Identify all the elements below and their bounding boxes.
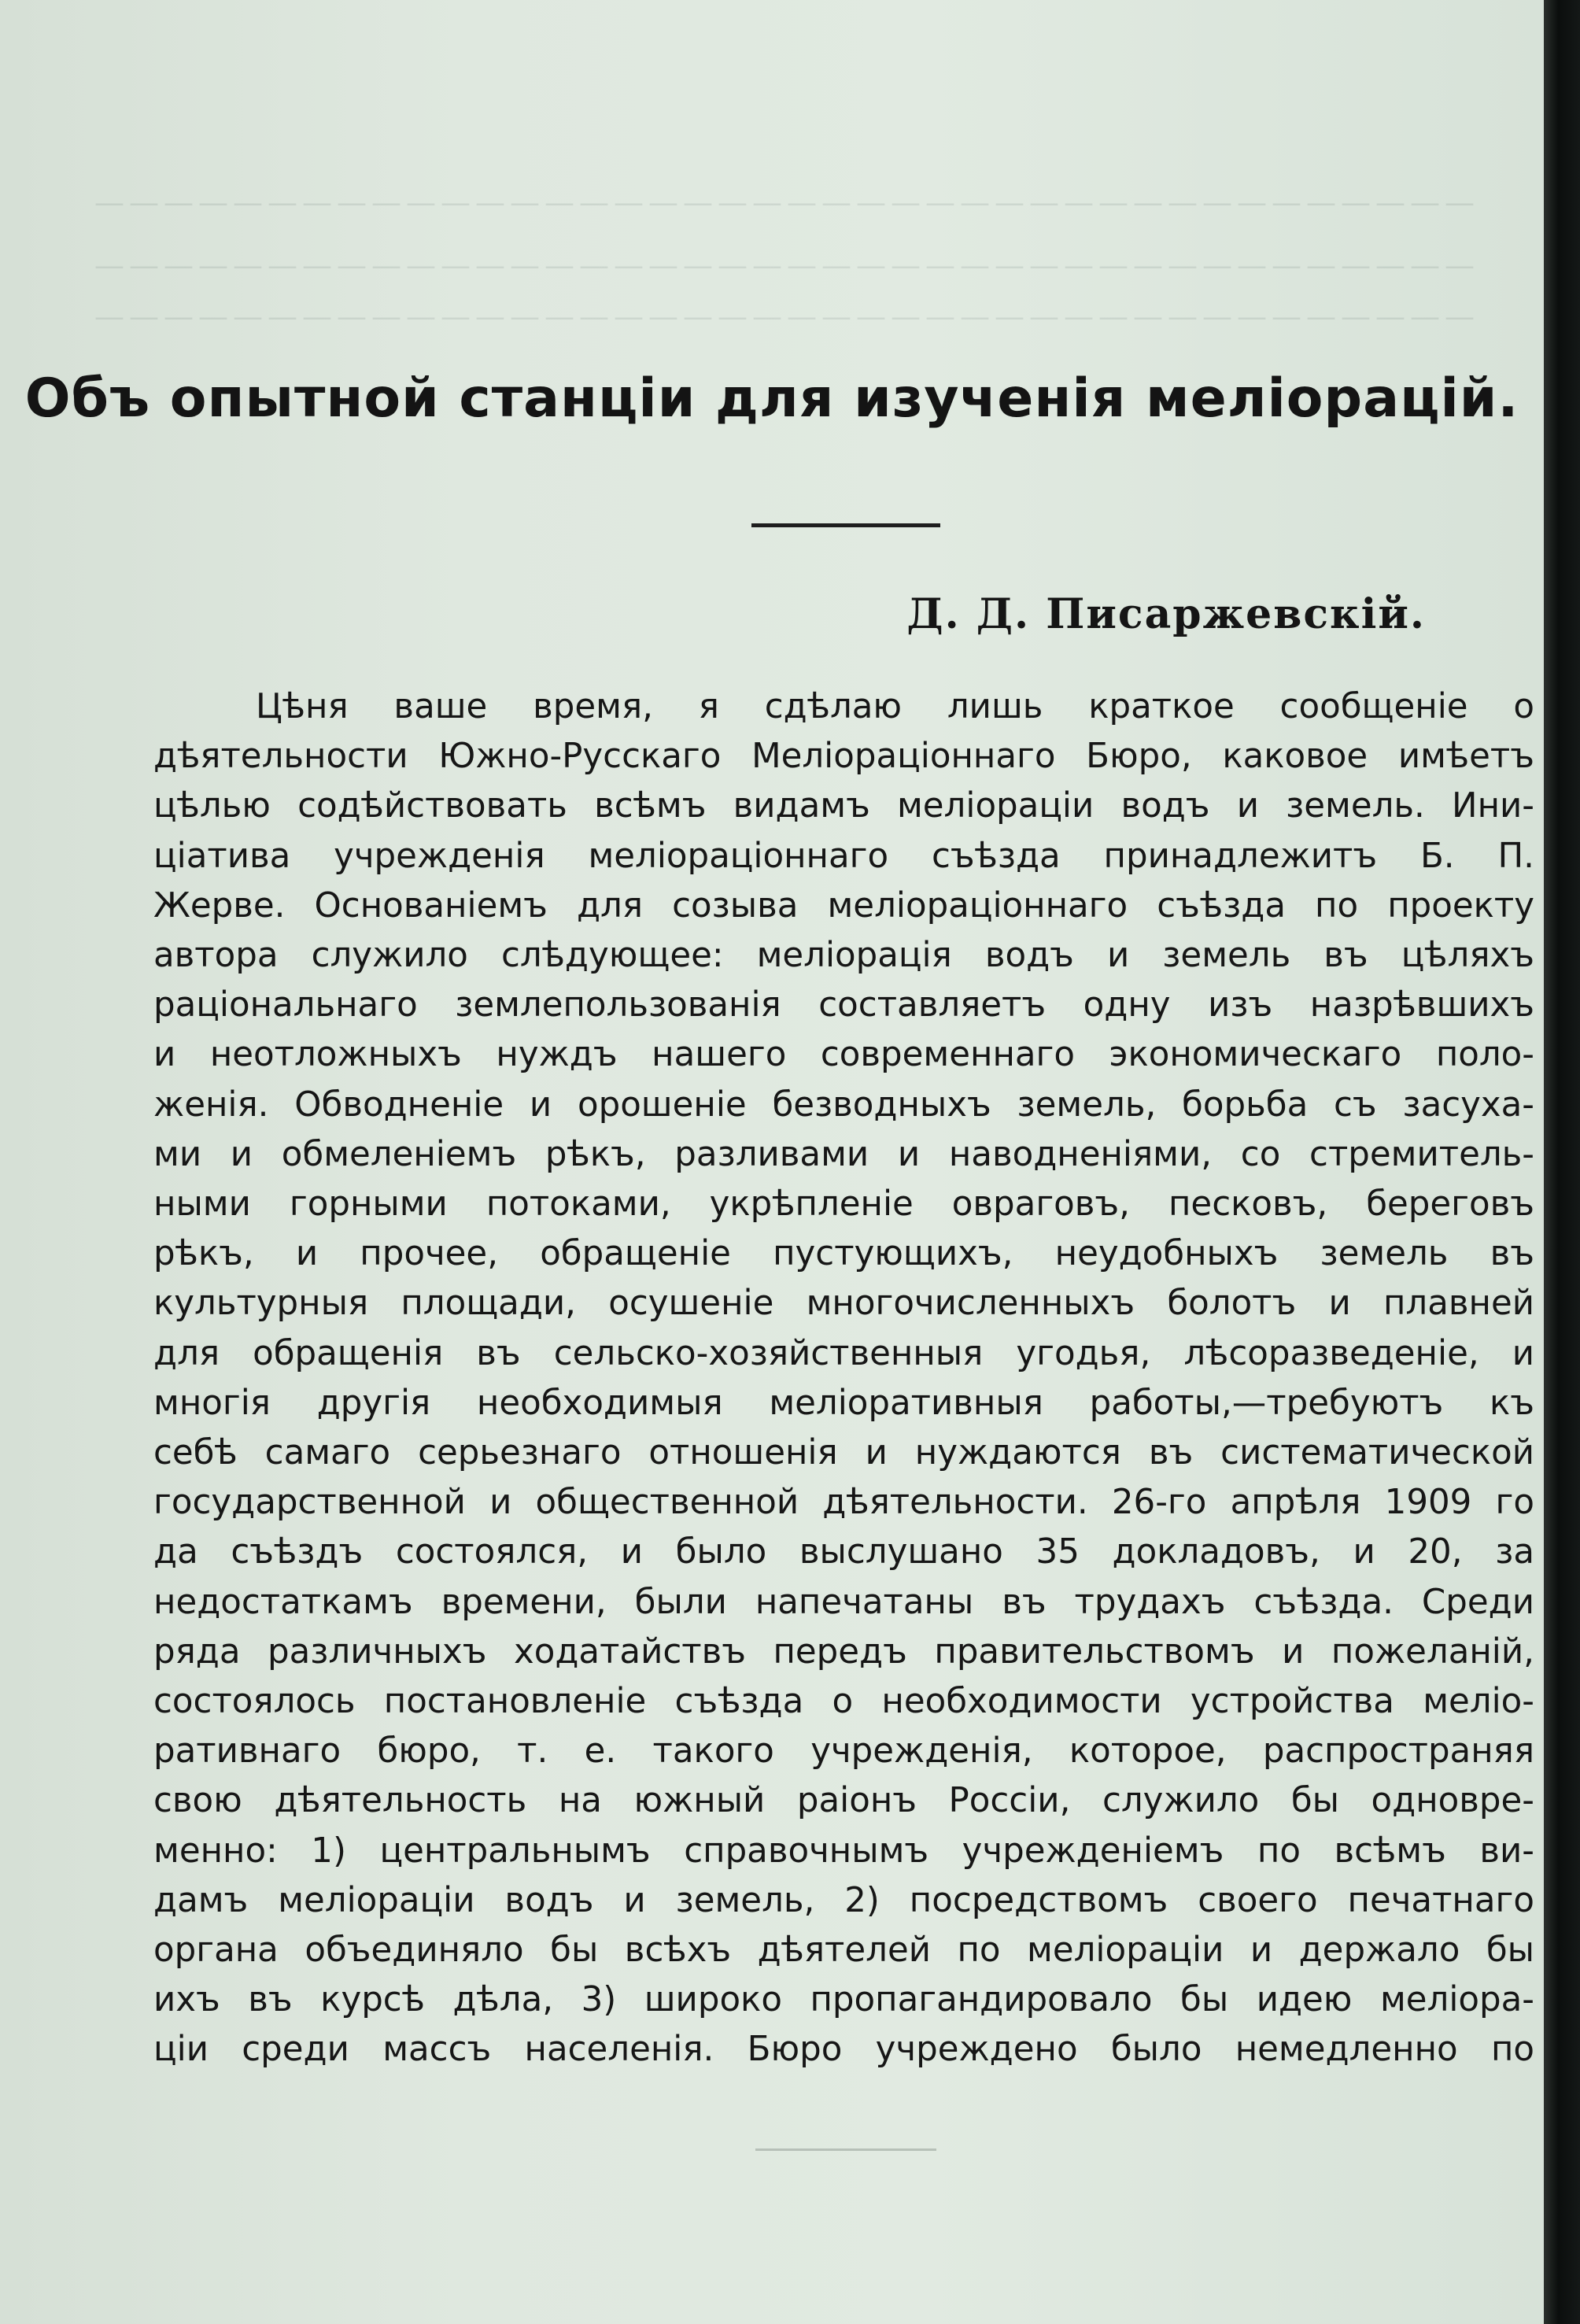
paragraph-line: культурныя площади, осушеніе многочисленныхъ болотъ и плавней <box>153 1284 1534 1324</box>
paragraph-line: и неотложныхъ нуждъ нашего современнаго экономическаго поло- <box>153 1035 1534 1075</box>
article-body <box>153 682 1534 2075</box>
paragraph-line: рѣкъ, и прочее, обращеніе пустующихъ, неудобныхъ земель въ <box>153 1234 1534 1274</box>
paragraph-line: дамъ меліораціи водъ и земель, 2) посредствомъ своего печатнаго <box>153 1880 1534 1920</box>
paragraph-line: менно: 1) центральнымъ справочнымъ учрежденіемъ по всѣмъ ви- <box>153 1831 1534 1871</box>
article-title: Объ опытной станціи для изученія меліорацій. <box>24 368 1519 430</box>
paragraph-line: недостаткамъ времени, были напечатаны въ трудахъ съѣзда. Среди <box>153 1582 1534 1622</box>
title-divider <box>751 523 940 527</box>
bleed-through-texture: ———————————————————————————————————————— <box>94 185 1479 220</box>
paragraph-line: ративнаго бюро, т. е. такого учрежденія, которое, распространяя <box>153 1731 1534 1772</box>
paragraph-line: женія. Обводненіе и орошеніе безводныхъ земель, борьба съ засуха- <box>153 1084 1534 1125</box>
paragraph-line: состоялось постановленіе съѣзда о необходимости устройства меліо- <box>153 1682 1534 1722</box>
author-name: Д. Д. Писаржевскій. <box>906 590 1426 638</box>
paragraph-line: государственной и общественной дѣятельности. 26-го апрѣля 1909 го <box>153 1483 1534 1523</box>
paragraph-line: ными горными потоками, укрѣпленіе овраговъ, песковъ, береговъ <box>153 1184 1534 1225</box>
paragraph-line: себѣ самаго серьезнаго отношенія и нуждаются въ систематической <box>153 1433 1534 1473</box>
paragraph-line: органа объединяло бы всѣхъ дѣятелей по меліораціи и держало бы <box>153 1931 1534 1971</box>
paragraph-line: раціональнаго землепользованія составляетъ одну изъ назрѣвшихъ <box>153 985 1534 1025</box>
page-edge-shadow <box>1544 0 1580 2324</box>
paragraph-line: ряда различныхъ ходатайствъ передъ правительствомъ и пожеланій, <box>153 1631 1534 1672</box>
paragraph-line: Жерве. Основаніемъ для созыва меліораціоннаго съѣзда по проекту <box>153 885 1534 926</box>
paragraph-line: ихъ въ курсѣ дѣла, 3) широко пропагандировало бы идею меліора- <box>153 1980 1534 2020</box>
paragraph-line: многія другія необходимыя меліоративныя работы,—требуютъ къ <box>153 1383 1534 1423</box>
paragraph-line: дѣятельности Южно-Русскаго Меліораціоннаго Бюро, каковое имѣетъ <box>153 737 1534 777</box>
bleed-through-texture: ———————————————————————————————————————— <box>94 299 1479 334</box>
paragraph-line: ціи среди массъ населенія. Бюро учреждено было немедленно по <box>153 2030 1534 2070</box>
bottom-divider <box>755 2148 936 2151</box>
paragraph-line: автора служило слѣдующее: меліорація водъ и земель въ цѣляхъ <box>153 936 1534 976</box>
bleed-through-texture: ———————————————————————————————————————— <box>94 248 1479 283</box>
paragraph-line: ціатива учрежденія меліораціоннаго съѣзда принадлежитъ Б. П. <box>153 836 1534 876</box>
paragraph-line: для обращенія въ сельско-хозяйственныя угодья, лѣсоразведеніе, и <box>153 1333 1534 1373</box>
paragraph-line: цѣлью содѣйствовать всѣмъ видамъ меліораціи водъ и земель. Ини- <box>153 786 1534 826</box>
paragraph-line: да съѣздъ состоялся, и было выслушано 35 докладовъ, и 20, за <box>153 1532 1534 1572</box>
paragraph-line: ми и обмеленіемъ рѣкъ, разливами и наводненіями, со стремитель- <box>153 1134 1534 1174</box>
paragraph-line: Цѣня ваше время, я сдѣлаю лишь краткое сообщеніе о <box>256 687 1534 726</box>
paragraph-line: свою дѣятельность на южный раіонъ Россіи, служило бы одновре- <box>153 1781 1534 1821</box>
